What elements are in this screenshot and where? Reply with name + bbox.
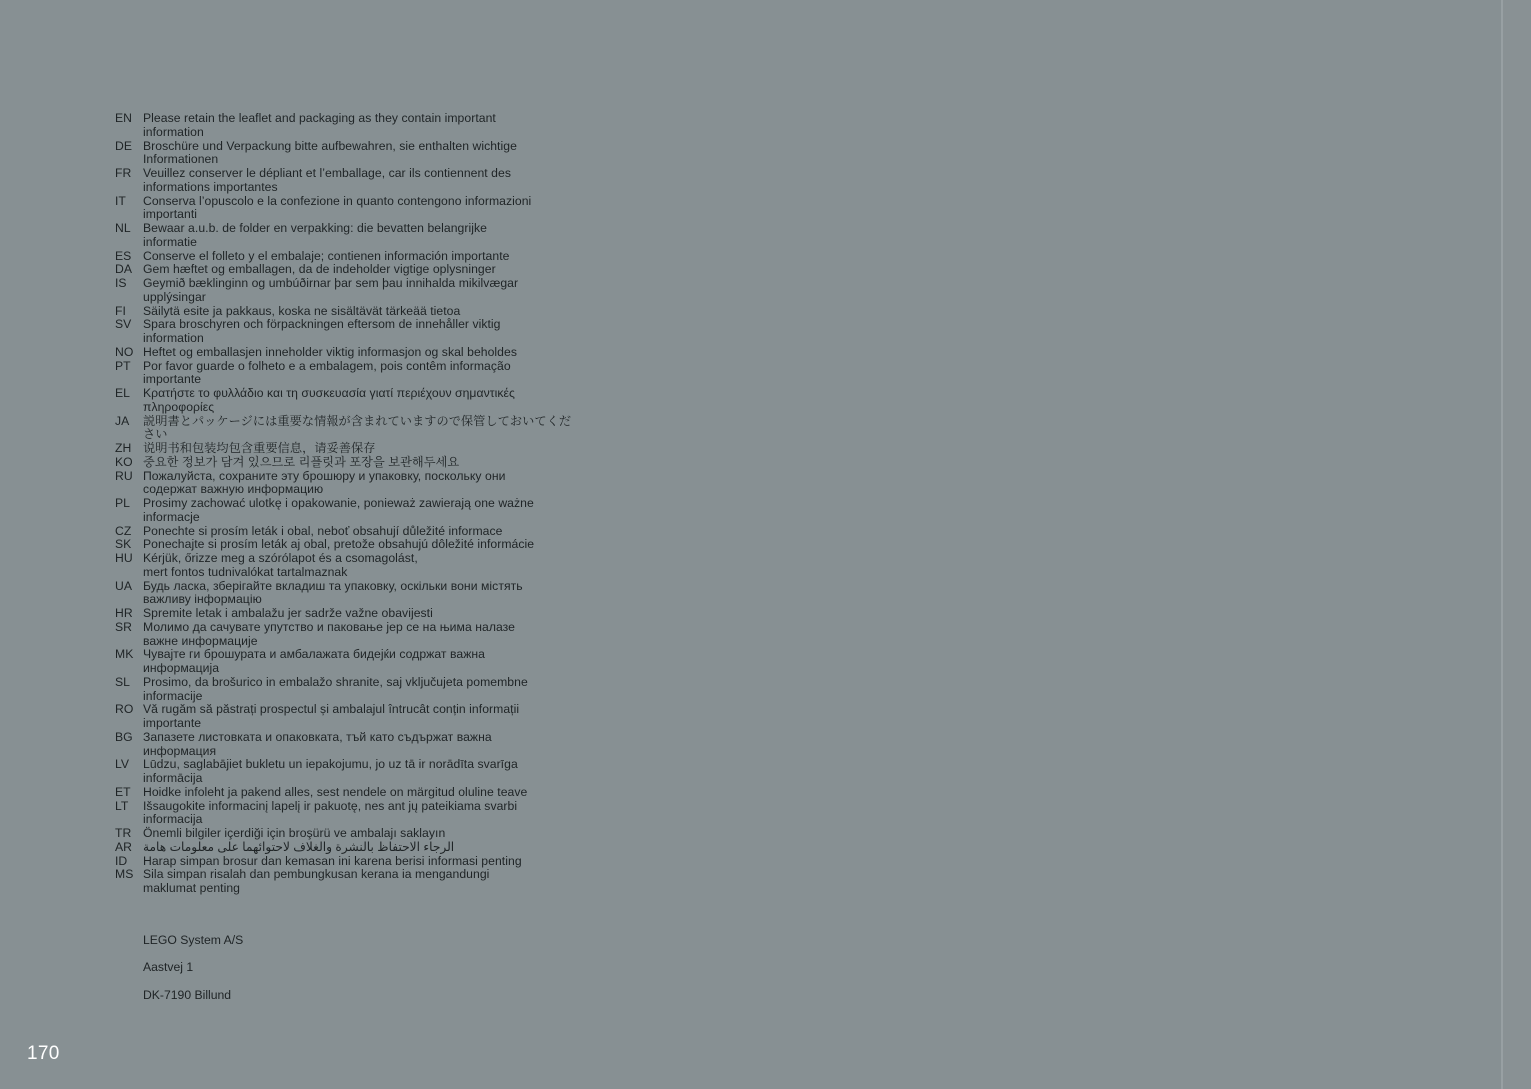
- notice-text: 说明书和包装均包含重要信息，请妥善保存: [143, 441, 376, 455]
- language-code: ET: [115, 784, 131, 799]
- notice-text: Ponechte si prosím leták i obal, neboť obsahují důležité informace: [143, 523, 503, 538]
- notice-row-nl: [115, 222, 585, 250]
- language-code: EL: [115, 386, 131, 400]
- language-code: MK: [115, 647, 134, 662]
- notice-row-tr: [115, 827, 585, 841]
- language-code: EN: [115, 111, 133, 125]
- notice-row-bg: [115, 731, 585, 759]
- notice-row-id: [115, 855, 585, 869]
- language-code: SK: [115, 537, 132, 552]
- language-code: FR: [115, 166, 132, 180]
- notice-text: Будь ласка, зберігайте вкладиш та упаковку, оскільки вони містять важливу інформацію: [143, 578, 523, 607]
- notice-text: Spara broschyren och förpackningen eftersom de innehåller viktig information: [143, 317, 501, 345]
- language-code: LV: [115, 757, 130, 772]
- language-code: NL: [115, 221, 131, 235]
- notice-text: Por favor guarde o folheto e a embalagem, pois contêm informação importante: [143, 358, 511, 387]
- notice-text: Vă rugăm să păstrați prospectul și ambalajul întrucât conțin informații importante: [143, 702, 520, 730]
- language-code: ID: [115, 853, 128, 868]
- language-code: RU: [115, 468, 133, 483]
- notice-row-sr: [115, 621, 585, 649]
- notice-row-hr: [115, 607, 585, 621]
- notice-text: Bewaar a.u.b. de folder en verpakking: die bevatten belangrijke informatie: [143, 221, 487, 249]
- notice-text: Please retain the leaflet and packaging as they contain important information: [143, 111, 496, 139]
- notice-row-el: [115, 387, 585, 415]
- notice-text: Säilytä esite ja pakkaus, koska ne sisältävät tärkeää tietoa: [143, 303, 461, 318]
- notice-row-fr: [115, 167, 585, 195]
- notice-row-sk: [115, 538, 585, 552]
- notice-text: Чувајте ги брошурата и амбалажата бидејќи содржат важна информација: [143, 647, 486, 675]
- notice-row-pl: [115, 497, 585, 525]
- address-company: LEGO System A/S: [143, 932, 244, 947]
- language-code: JA: [115, 413, 130, 428]
- notice-text: Пожалуйста, сохраните эту брошюру и упаковку, поскольку они содержат важную информацию: [143, 468, 506, 497]
- notice-text: Spremite letak i ambalažu jer sadrže važne obavijesti: [143, 606, 433, 620]
- notice-row-it: [115, 195, 585, 223]
- notice-row-da: [115, 263, 585, 277]
- notice-text: Önemli bilgiler içerdiği için broşürü ve ambalajı saklayın: [143, 826, 446, 840]
- notice-text: Prosimy zachować ulotkę i opakowanie, ponieważ zawierają one ważne informacje: [143, 496, 534, 524]
- language-code: MS: [115, 867, 134, 882]
- notice-text: Hoidke infoleht ja pakend alles, sest nendele on märgitud oluline teave: [143, 784, 528, 799]
- language-code: FI: [115, 303, 126, 318]
- notice-text: Запазете листовката и опаковката, тъй като съдържат важна информация: [143, 729, 492, 758]
- notice-row-pt: [115, 360, 585, 388]
- notice-row-is: [115, 277, 585, 305]
- notice-text: Išsaugokite informacinį lapelį ir pakuotę, nes ant jų pateikiama svarbi informacija: [143, 798, 518, 827]
- language-code: IS: [115, 276, 127, 290]
- notice-row-et: [115, 786, 585, 800]
- notice-text: Kérjük, őrizze meg a szórólapot és a csomagolást, mert fontos tudnivalókat tartalmaznak: [143, 551, 418, 579]
- notice-text: Sila simpan risalah dan pembungkusan kerana ia mengandungi maklumat penting: [143, 867, 490, 895]
- language-code: TR: [115, 826, 132, 840]
- language-code: ES: [115, 248, 132, 263]
- language-code: DA: [115, 262, 133, 277]
- notice-row-hu: [115, 552, 585, 580]
- notice-row-sv: [115, 318, 585, 346]
- notice-row-ms: [115, 868, 585, 896]
- notice-text: Broschüre und Verpackung bitte aufbewahren, sie enthalten wichtige Informationen: [143, 138, 517, 167]
- page-number: 170: [27, 1043, 60, 1064]
- notice-row-ro: [115, 703, 585, 731]
- notice-text: Молимо да сачувате упутство и паковање јер се на њима налазе важне информације: [143, 619, 515, 648]
- language-code: PT: [115, 358, 131, 373]
- notice-row-cz: [115, 525, 585, 539]
- notice-row-sl: [115, 676, 585, 704]
- notice-row-ru: [115, 470, 585, 498]
- address-street: Aastvej 1: [143, 960, 194, 975]
- notice-row-zh: [115, 442, 585, 456]
- language-code: HU: [115, 551, 133, 565]
- notice-text: Gem hæftet og emballagen, da de indeholder vigtige oplysninger: [143, 262, 496, 277]
- notice-row-es: [115, 250, 585, 264]
- notice-text: Prosimo, da brošurico in embalažo shranite, saj vključujeta pomembne informacije: [143, 674, 528, 703]
- manufacturer-address: [143, 920, 243, 1016]
- language-code: BG: [115, 729, 133, 744]
- language-code: SV: [115, 317, 132, 332]
- language-code: AR: [115, 839, 133, 854]
- adjacent-page-edge: [1503, 0, 1531, 1089]
- notice-row-no: [115, 346, 585, 360]
- language-code: DE: [115, 138, 133, 153]
- address-city: DK-7190 Billund: [143, 987, 232, 1002]
- notice-text: Κρατήστε το φυλλάδιο και τη συσκευασία γιατί περιέχουν σημαντικές πληροφορίες: [143, 386, 515, 414]
- notice-row-en: [115, 112, 585, 140]
- notice-row-ua: [115, 580, 585, 608]
- notice-text: Heftet og emballasjen inneholder viktig informasjon og skal beholdes: [143, 344, 517, 359]
- notice-text: 説明書とパッケージには重要な情報が含まれていますので保管しておいてくだ さい: [143, 413, 572, 442]
- language-code: SR: [115, 619, 133, 634]
- notice-row-lv: [115, 758, 585, 786]
- notice-text: الرجاء الاحتفاظ بالنشرة والغلاف لاحتوائهما على معلومات هامة: [143, 839, 455, 854]
- notice-text: Lūdzu, saglabājiet bukletu un iepakojumu, jo uz tā ir norādīta svarīga informācija: [143, 757, 518, 785]
- language-code: UA: [115, 578, 133, 593]
- language-code: ZH: [115, 441, 132, 455]
- notice-row-ar: [115, 841, 585, 855]
- notice-row-fi: [115, 305, 585, 319]
- notice-text: Conserva l’opuscolo e la confezione in quanto contengono informazioni importanti: [143, 193, 532, 222]
- notice-row-mk: [115, 648, 585, 676]
- language-code: KO: [115, 454, 133, 469]
- language-code: RO: [115, 702, 134, 717]
- multilingual-notice-list: [115, 112, 585, 896]
- notice-text: 중요한 정보가 담겨 있으므로 리플릿과 포장을 보관해두세요: [143, 454, 460, 469]
- notice-text: Ponechajte si prosím leták aj obal, pretože obsahujú dôležité informácie: [143, 537, 535, 552]
- notice-text: Geymið bæklinginn og umbúðirnar þar sem þau innihalda mikilvægar upplýsingar: [143, 276, 519, 304]
- notice-text: Conserve el folleto y el embalaje; contienen información importante: [143, 248, 510, 263]
- language-code: CZ: [115, 523, 132, 538]
- language-code: HR: [115, 606, 133, 620]
- language-code: NO: [115, 344, 134, 359]
- notice-text: Harap simpan brosur dan kemasan ini karena berisi informasi penting: [143, 853, 522, 868]
- language-code: LT: [115, 798, 129, 813]
- notice-row-lt: [115, 800, 585, 828]
- notice-row-ko: [115, 456, 585, 470]
- notice-row-ja: [115, 415, 585, 443]
- language-code: PL: [115, 496, 131, 510]
- notice-text: Veuillez conserver le dépliant et l’emballage, car ils contiennent des informations importantes: [143, 166, 511, 194]
- language-code: IT: [115, 193, 126, 208]
- language-code: SL: [115, 674, 131, 689]
- notice-row-de: [115, 140, 585, 168]
